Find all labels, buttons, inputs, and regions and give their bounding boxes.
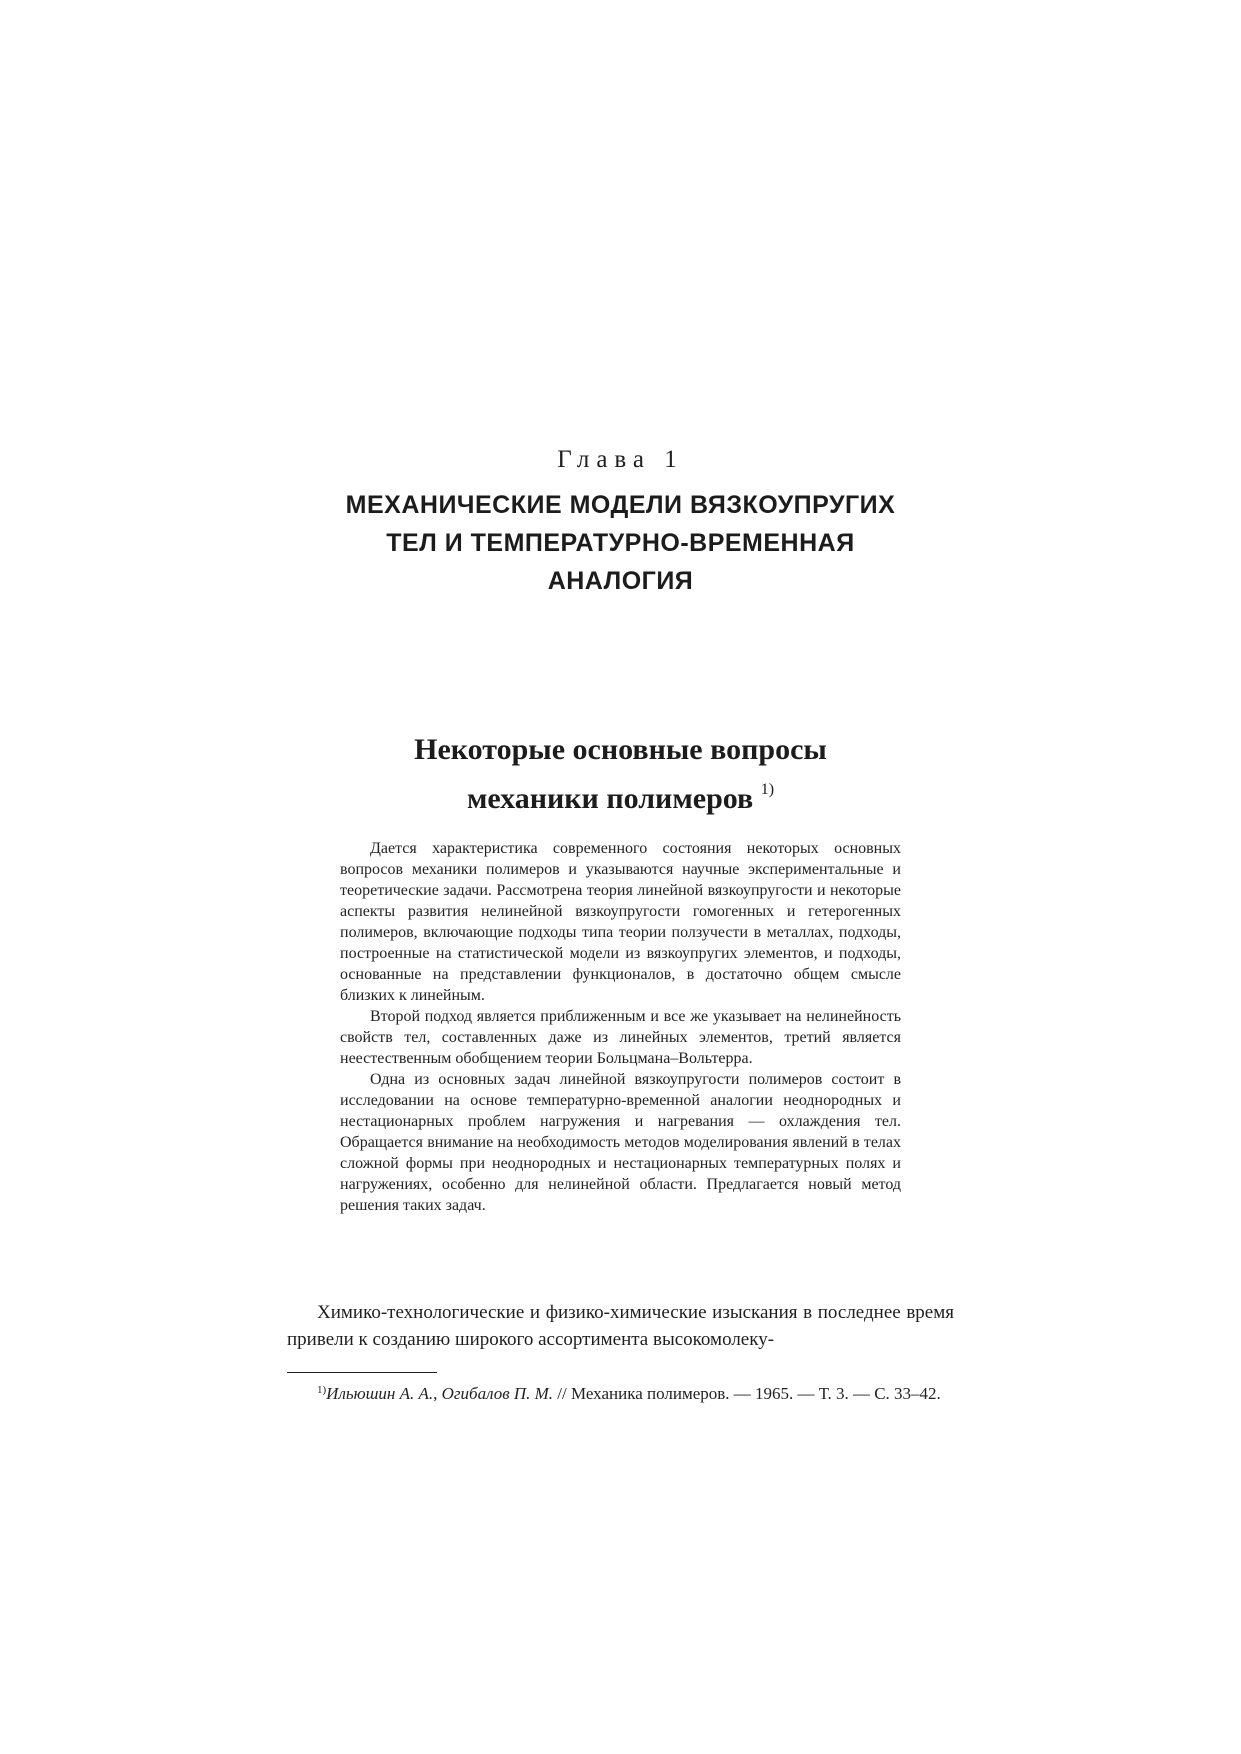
chapter-title (260, 486, 981, 600)
chapter-title-line: АНАЛОГИЯ (547, 567, 694, 595)
chapter-title-line: МЕХАНИЧЕСКИЕ МОДЕЛИ ВЯЗКОУПРУГИХ (345, 491, 896, 519)
section-title (260, 730, 981, 819)
footnote-authors: Ильюшин А. А., Огибалов П. М. (326, 1384, 554, 1403)
footnote-source: // Механика полимеров. — 1965. — Т. 3. — С. 33–42. (553, 1384, 941, 1403)
abstract-paragraph: Второй подход является приближенным и все же указывает на нелинейность свойств тел, составленных даже из линейных элементов, третий является неестественным обобщением теории Больцмана–Вольтерра. (340, 1008, 901, 1067)
abstract-paragraph: Одна из основных задач линейной вязкоупругости полимеров состоит в исследовании на основе температурно-временной аналогии неоднородных и нестационарных проблем нагружения и нагревания — охлаждения тел. Обращается внимание на необходимость методов моделирования явлений в телах сложной формы при неоднородных и нестационарных температурных полях и нагружениях, особенно для нелинейной области. Предлагается новый метод решения таких задач. (340, 1071, 901, 1214)
footnote (287, 1378, 954, 1406)
abstract-paragraph: Дается характеристика современного состояния некоторых основных вопросов механики полимеров и указываются научные экспериментальные и теоретические задачи. Рассмотрена теория линейной вязкоупругости и некоторые аспекты развития нелинейной вязкоупругости гомогенных и гетерогенных полимеров, включающие подходы типа теории ползучести в металлах, подходы, построенные на статистической модели из вязкоупругих элементов, и подходы, основанные на представлении функционалов, в достаточно общем смысле близких к линейным. (340, 840, 901, 1004)
chapter-title-line: ТЕЛ И ТЕМПЕРАТУРНО-ВРЕМЕННАЯ (386, 529, 855, 557)
footnote-divider (287, 1372, 437, 1373)
section-title-line-2 (260, 770, 981, 819)
body-paragraph: Химико-технологические и физико-химические изыскания в последнее время привели к созданию широкого ассортимента высокомолеку- (287, 1302, 954, 1350)
section-title-text: механики полимеров (466, 782, 754, 815)
chapter-label: Глава 1 (557, 446, 684, 473)
section-footnote-mark[interactable]: 1) (760, 781, 775, 798)
footnote-mark: 1) (317, 1384, 327, 1396)
abstract (340, 838, 901, 1216)
section-title-line-1: Некоторые основные вопросы (414, 733, 827, 766)
